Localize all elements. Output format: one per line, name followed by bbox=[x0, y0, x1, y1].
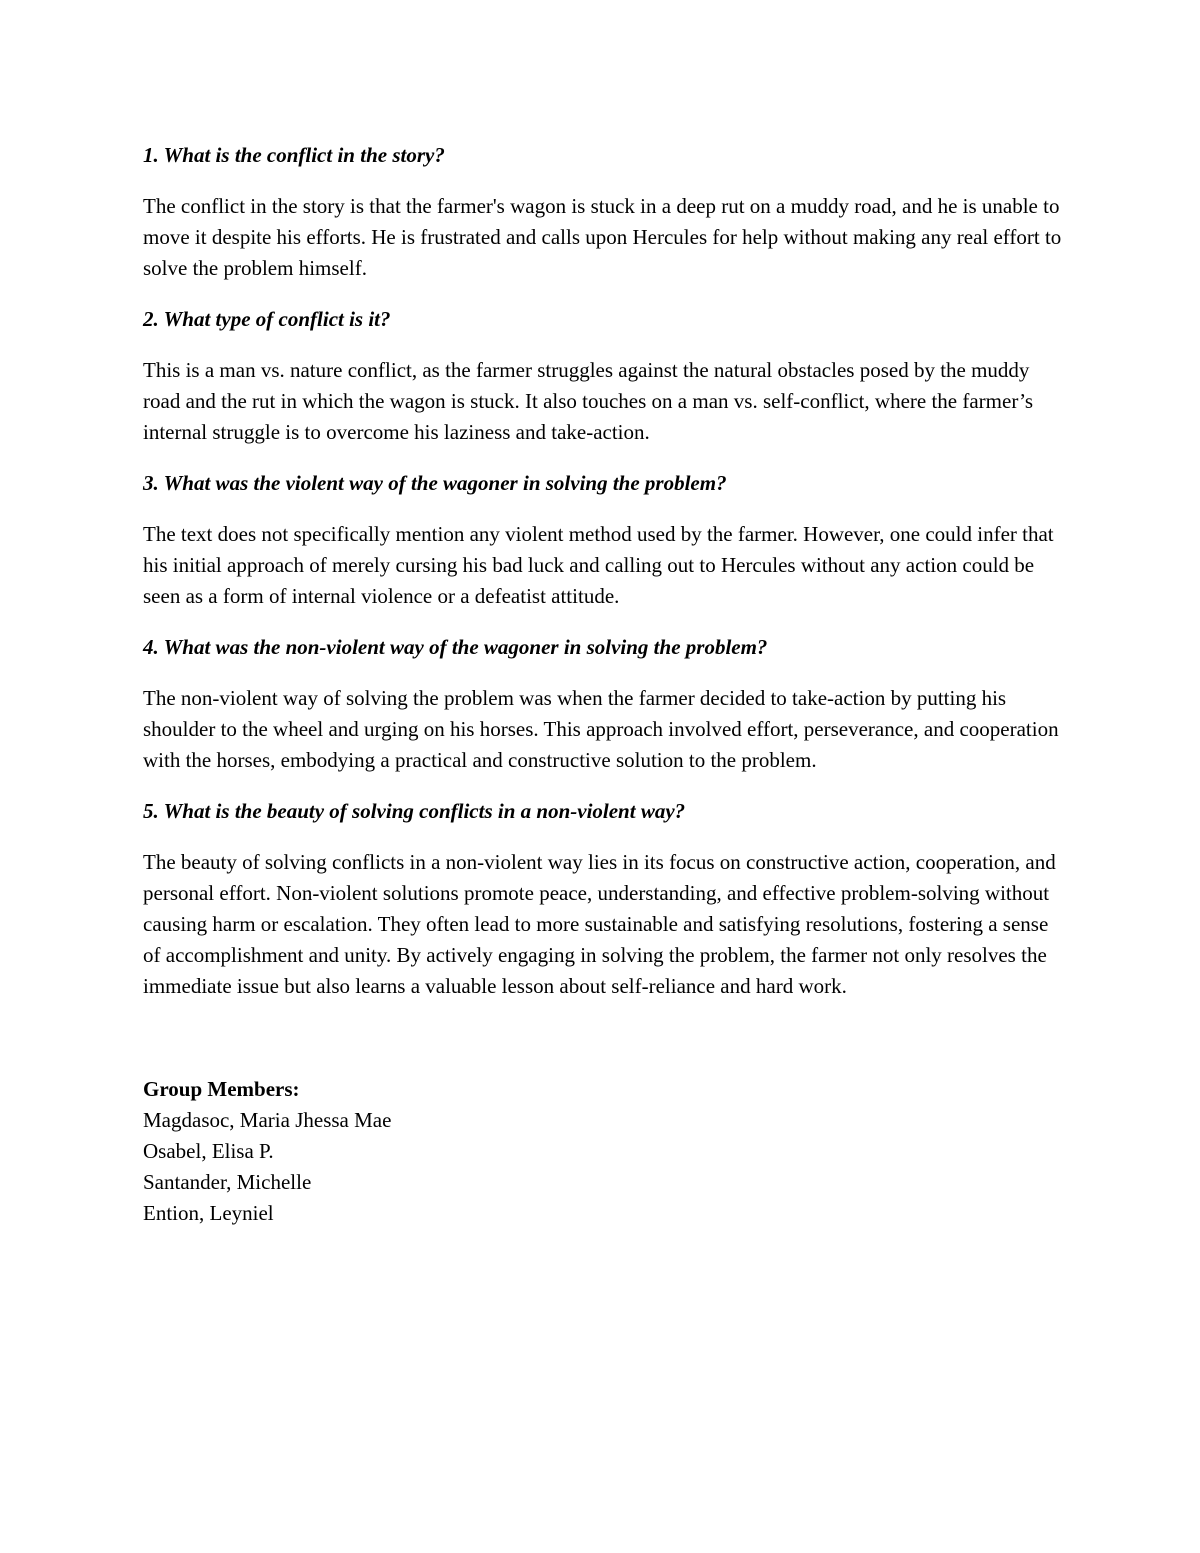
question-4: 4. What was the non-violent way of the wagoner in solving the problem? bbox=[143, 635, 768, 659]
qa-item-5 bbox=[143, 796, 1063, 1002]
document-page bbox=[143, 140, 1063, 1229]
answer-1: The conflict in the story is that the farmer's wagon is stuck in a deep rut on a muddy road, and he is unable to move it despite his efforts. He is frustrated and calls upon Hercules for help without making any real effort to solve the problem himself. bbox=[143, 194, 1062, 280]
question-3: 3. What was the violent way of the wagoner in solving the problem? bbox=[143, 471, 727, 495]
group-member: Osabel, Elisa P. bbox=[143, 1139, 274, 1163]
group-member: Magdasoc, Maria Jhessa Mae bbox=[143, 1108, 392, 1132]
answer-5: The beauty of solving conflicts in a non-violent way lies in its focus on constructive action, cooperation, and personal effort. Non-violent solutions promote peace, understanding, and effective problem-solving without causing harm or escalation. They often lead to more sustainable and satisfying resolutions, fostering a sense of accomplishment and unity. By actively engaging in solving the problem, the farmer not only resolves the immediate issue but also learns a valuable lesson about self-reliance and hard work. bbox=[143, 850, 1056, 998]
group-member: Santander, Michelle bbox=[143, 1170, 312, 1194]
qa-item-4 bbox=[143, 632, 1063, 776]
qa-item-2 bbox=[143, 304, 1063, 448]
qa-item-1 bbox=[143, 140, 1063, 284]
question-2: 2. What type of conflict is it? bbox=[143, 307, 391, 331]
answer-2: This is a man vs. nature conflict, as the farmer struggles against the natural obstacles posed by the muddy road and the rut in which the wagon is stuck. It also touches on a man vs. self-conflict, where the farmer’s internal struggle is to overcome his laziness and take-action. bbox=[143, 358, 1034, 444]
question-5: 5. What is the beauty of solving conflicts in a non-violent way? bbox=[143, 799, 686, 823]
group-member: Ention, Leyniel bbox=[143, 1201, 274, 1225]
qa-item-3 bbox=[143, 468, 1063, 612]
answer-3: The text does not specifically mention any violent method used by the farmer. However, one could infer that his initial approach of merely cursing his bad luck and calling out to Hercules without any action could be seen as a form of internal violence or a defeatist attitude. bbox=[143, 522, 1054, 608]
question-1: 1. What is the conflict in the story? bbox=[143, 143, 445, 167]
answer-4: The non-violent way of solving the problem was when the farmer decided to take-action by putting his shoulder to the wheel and urging on his horses. This approach involved effort, perseverance, and cooperation with the horses, embodying a practical and constructive solution to the problem. bbox=[143, 686, 1059, 772]
group-members-section bbox=[143, 1074, 1063, 1229]
group-members-heading: Group Members: bbox=[143, 1077, 300, 1101]
